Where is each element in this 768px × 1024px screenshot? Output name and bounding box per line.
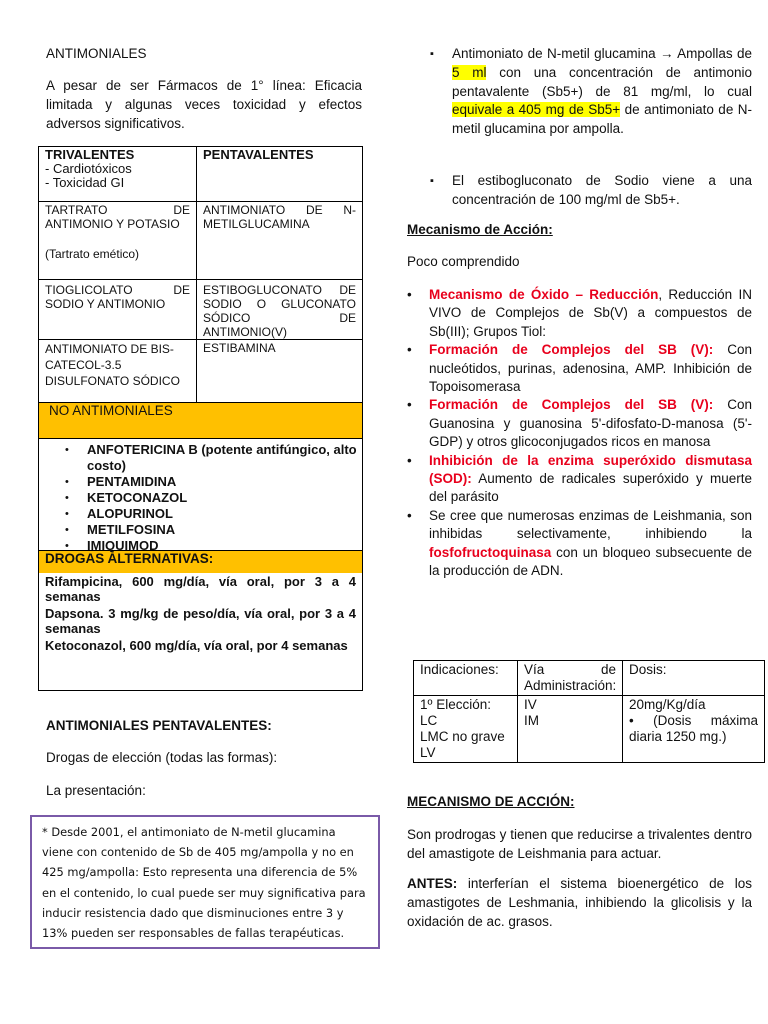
no-antimoniales-list	[39, 442, 362, 554]
section-title-antimoniales: ANTIMONIALES	[46, 46, 147, 61]
header-trivalentes: TRIVALENTES	[45, 147, 135, 162]
cell-antimoniato: ANTIMONIATO DE N-METILGLUCAMINA	[203, 203, 356, 231]
header-indicaciones: Indicaciones:	[414, 661, 518, 695]
antes-paragraph: ANTES: interferían el sistema bioenergético de los amastigotes de Leshmania, inhibiendo la glicolisis y la oxidación de ac. grasos.	[407, 876, 752, 929]
cell-tioglicolato: TIOGLICOLATO DE SODIO Y ANTIMONIO	[39, 280, 197, 339]
alt-dapsona: Dapsona. 3 mg/kg de peso/día, vía oral, por 3 a 4 semanas	[45, 606, 356, 636]
list-item: • METILFOSINA	[87, 522, 362, 538]
list-item: • ALOPURINOL	[87, 506, 362, 522]
poco-comprendido: Poco comprendido	[407, 254, 520, 269]
list-item: • Se cree que numerosas enzimas de Leishmania, son inhibidas selectivamente, inhibiendo la fosfofructoquinasa con un bloqueo subsecuente de la producción de ADN.	[407, 507, 752, 579]
drogas-alternativas-header: DROGAS ALTERNATIVAS:	[45, 551, 214, 566]
list-item: • ANFOTERICINA B (potente antifúngico, alto costo)	[87, 442, 362, 474]
indicaciones-table: Indicaciones: Vía de Administración: Dosis: 1º Elección: LC LMC no grave LV IV IM 20mg/Kg/día • (Dosis máxima diaria 1250 mg.)	[413, 660, 765, 763]
header-via: Vía de Administración:	[518, 661, 623, 695]
cell-tartrato: TARTRATO DE ANTIMONIO Y POTASIO	[45, 203, 190, 231]
cell-estibogluconato: ESTIBOGLUCONATO DE SODIO O GLUCONATO SÓDICO DE ANTIMONIO(V)	[203, 283, 356, 339]
drogas-eleccion: Drogas de elección (todas las formas):	[46, 750, 278, 765]
no-antimoniales-header: NO ANTIMONIALES	[49, 403, 173, 418]
list-item: • PENTAMIDINA	[87, 474, 362, 490]
header-pentavalentes: PENTAVALENTES	[203, 147, 314, 162]
heading-mecanismo-accion: MECANISMO DE ACCIÓN:	[407, 794, 575, 809]
prodrogas-paragraph: Son prodrogas y tienen que reducirse a trivalentes dentro del amastigote de Leishmania para actuar.	[407, 827, 752, 861]
list-item: • KETOCONAZOL	[87, 490, 362, 506]
intro-paragraph: A pesar de ser Fármacos de 1° línea: Eficacia limitada y algunas veces toxicidad y efectos adversos significativos.	[46, 78, 362, 131]
alt-rifampicina: Rifampicina, 600 mg/día, vía oral, por 3 a 4 semanas	[45, 574, 356, 604]
cell-estibamina: ESTIBAMINA	[203, 341, 276, 355]
bullet-antimoniato: ▪ Antimoniato de N-metil glucamina → Ampollas de 5 ml con una concentración de antimonio pentavalente (Sb5+) de 81 mg/ml, lo cual equivale a 405 mg de Sb5+ de antimoniato de N-metil glucamina por ampolla.	[452, 45, 752, 139]
heading-pentavalentes: ANTIMONIALES PENTAVALENTES:	[46, 718, 272, 733]
alt-ketoconazol: Ketoconazol, 600 mg/día, vía oral, por 4 semanas	[45, 638, 348, 653]
list-item: • Formación de Complejos del SB (V): Con nucleótidos, purinas, adenosina, AMP. Inhibición de Topoisomerasa	[407, 342, 752, 395]
mecanismo-list	[407, 286, 752, 581]
list-item: • Mecanismo de Óxido – Reducción, Reducción IN VIVO de Complejos de Sb(V) a compuestos de Sb(III); Grupos Tiol:	[407, 287, 752, 339]
header-dosis: Dosis:	[629, 662, 667, 677]
list-item: • Formación de Complejos del SB (V): Con Guanosina y guanosina 5'-difosfato-D-manosa (5'- GDP) y otros glicoconjugados ricos en manosa	[407, 397, 752, 450]
note-box: * Desde 2001, el antimoniato de N-metil glucamina viene con contenido de Sb de 405 mg/ampolla y no en 425 mg/ampolla: Esto representa una diferencia de 5% en el contenido, lo cual puede ser muy significativa para inducir resistencia dado que disminuciones entre 3 y 13% pueden ser responsables de fallas terapéuticas.	[30, 815, 380, 949]
list-item: • Inhibición de la enzima superóxido dismutasa (SOD): Aumento de radicales superóxido y muerte del parásito	[407, 452, 752, 505]
cell-bis-catecol: ANTIMONIATO DE BIS-CATECOL-3.5 DISULFONATO SÓDICO	[39, 340, 197, 402]
presentacion: La presentación:	[46, 783, 146, 798]
heading-mecanismo: Mecanismo de Acción:	[407, 222, 553, 237]
antimoniales-table: TRIVALENTES - Cardiotóxicos - Toxicidad GI PENTAVALENTES TARTRATO DE ANTIMONIO Y POTASIO (Tartrato emético) ANTIMONIATO DE N-METILGLUCAMINA TIOGLICOLATO DE SODIO Y ANTIMONIO ESTIBOGLUCONATO DE SODIO O GLUCONATO SÓDICO DE ANTIMONIO(V) ANTIMONIATO DE BIS-CATECOL-3.5 DISULFONATO SÓDICO ESTIBAMINA NO ANTIMONIALES • ANFOTERICINA B (potente antifúngico, alto costo) • PENTAMIDINA • KETOCONAZOL • ALOPURINOL • METILFOSINA • IMIQUIMOD DROGAS ALTERNATIVAS: Rifampicina, 600 mg/día, vía oral, por 3 a 4 semanas Dapsona. 3 mg/kg de peso/día, vía oral, por 3 a 4 semanas Ketoconazol, 600 mg/día, vía oral, por 4 semanas	[38, 146, 363, 691]
list-item: • IMIQUIMOD	[87, 538, 362, 554]
bullet-estibogluconato: ▪ El estibogluconato de Sodio viene a una concentración de 100 mg/ml de Sb5+.	[452, 172, 752, 210]
